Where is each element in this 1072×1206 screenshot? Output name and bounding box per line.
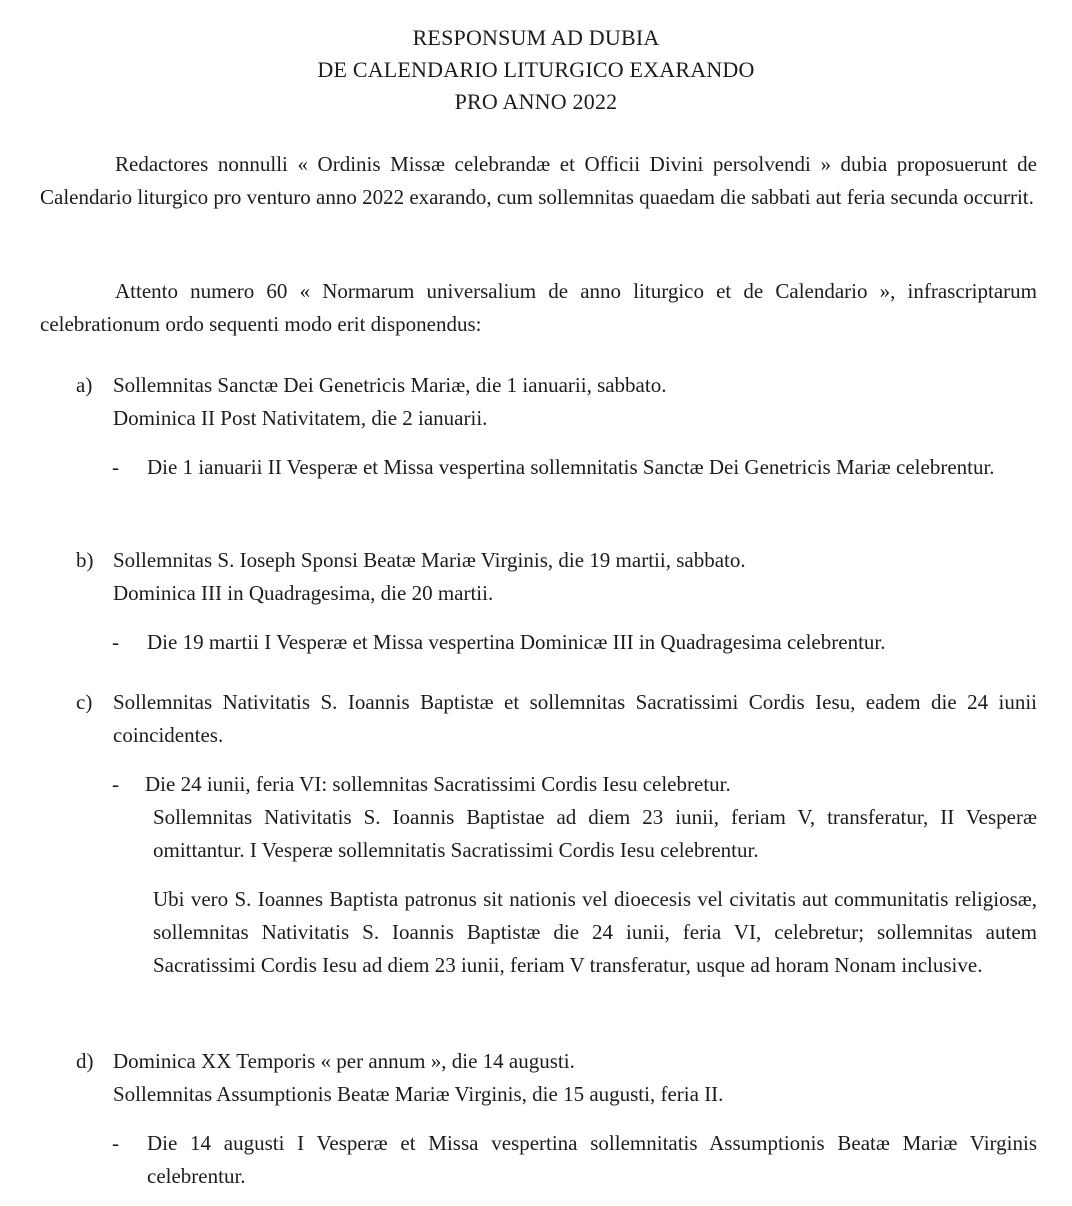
item-c-sub-line-1: Die 24 iunii, feria VI: sollemnitas Sacratissimi Cordis Iesu celebretur.	[145, 772, 731, 796]
item-a-sub-text: Die 1 ianuarii II Vesperæ et Missa vespertina sollemnitatis Sanctæ Dei Genetricis Mariæ celebrentur.	[147, 455, 995, 479]
item-a-letter: a)	[76, 373, 93, 397]
item-c-line-1: Sollemnitas Nativitatis S. Ioannis Baptistæ et sollemnitas Sacratissimi Cordis Iesu, eadem die 24 iunii coincidentes.	[113, 690, 1037, 747]
item-c-sub	[112, 768, 1037, 982]
title-line-2: DE CALENDARIO LITURGICO EXARANDO	[317, 57, 755, 82]
dash-bullet: -	[112, 630, 119, 654]
item-b-letter: b)	[76, 548, 94, 572]
item-c	[76, 686, 1037, 752]
item-c-sub-paragraph-3: Ubi vero S. Ioannes Baptista patronus sit nationis vel dioecesis vel civitatis aut communitatis religiosæ, sollemnitas Nativitatis S. Ioannis Baptistæ die 24 iunii, feria VI, celebretur; sollemnitas autem Sacratissimi Cordis Iesu ad diem 23 iunii, feriam V transferatur, usque ad horam Nonam inclusive.	[153, 887, 1037, 977]
item-a	[76, 369, 1037, 435]
item-b-line-2: Dominica III in Quadragesima, die 20 martii.	[113, 581, 494, 605]
item-c-sub-paragraph-2: Sollemnitas Nativitatis S. Ioannis Baptistae ad diem 23 iunii, feriam V, transferatur, II Vesperæ omittantur. I Vesperæ sollemnitatis Sacratissimi Cordis Iesu celebrentur.	[153, 805, 1037, 862]
dash-bullet: -	[112, 1131, 119, 1155]
intro-paragraph-1: Redactores nonnulli « Ordinis Missæ celebrandæ et Officii Divini persolvendi » dubia proposuerunt de Calendario liturgico pro venturo anno 2022 exarando, cum sollemnitas quaedam die sabbati aut feria secunda occurrit.	[40, 152, 1037, 209]
item-d-sub-text: Die 14 augusti I Vesperæ et Missa vespertina sollemnitatis Assumptionis Beatæ Mariæ Virginis celebrentur.	[147, 1131, 1037, 1188]
title-line-1: RESPONSUM AD DUBIA	[412, 25, 660, 50]
item-b-sub	[112, 626, 1037, 659]
item-d-sub	[112, 1127, 1037, 1193]
item-a-sub	[112, 451, 1037, 484]
item-b-sub-text: Die 19 martii I Vesperæ et Missa vespertina Dominicæ III in Quadragesima celebrentur.	[147, 630, 886, 654]
item-d-line-2: Sollemnitas Assumptionis Beatæ Mariæ Virginis, die 15 augusti, feria II.	[113, 1082, 724, 1106]
item-d-letter: d)	[76, 1049, 94, 1073]
item-c-letter: c)	[76, 690, 93, 714]
title-line-3: PRO ANNO 2022	[454, 89, 618, 114]
item-d-line-1: Dominica XX Temporis « per annum », die 14 augusti.	[113, 1049, 575, 1073]
item-d	[76, 1045, 1037, 1111]
item-a-line-2: Dominica II Post Nativitatem, die 2 ianuarii.	[113, 406, 488, 430]
dash-bullet: -	[112, 455, 119, 479]
dash-bullet: -	[112, 772, 119, 796]
document-title	[0, 22, 1072, 118]
intro-paragraph-2: Attento numero 60 « Normarum universalium de anno liturgico et de Calendario », infrascriptarum celebrationum ordo sequenti modo erit disponendus:	[40, 279, 1037, 336]
item-a-line-1: Sollemnitas Sanctæ Dei Genetricis Mariæ, die 1 ianuarii, sabbato.	[113, 373, 667, 397]
item-b-line-1: Sollemnitas S. Ioseph Sponsi Beatæ Mariæ Virginis, die 19 martii, sabbato.	[113, 548, 746, 572]
item-b	[76, 544, 1037, 610]
